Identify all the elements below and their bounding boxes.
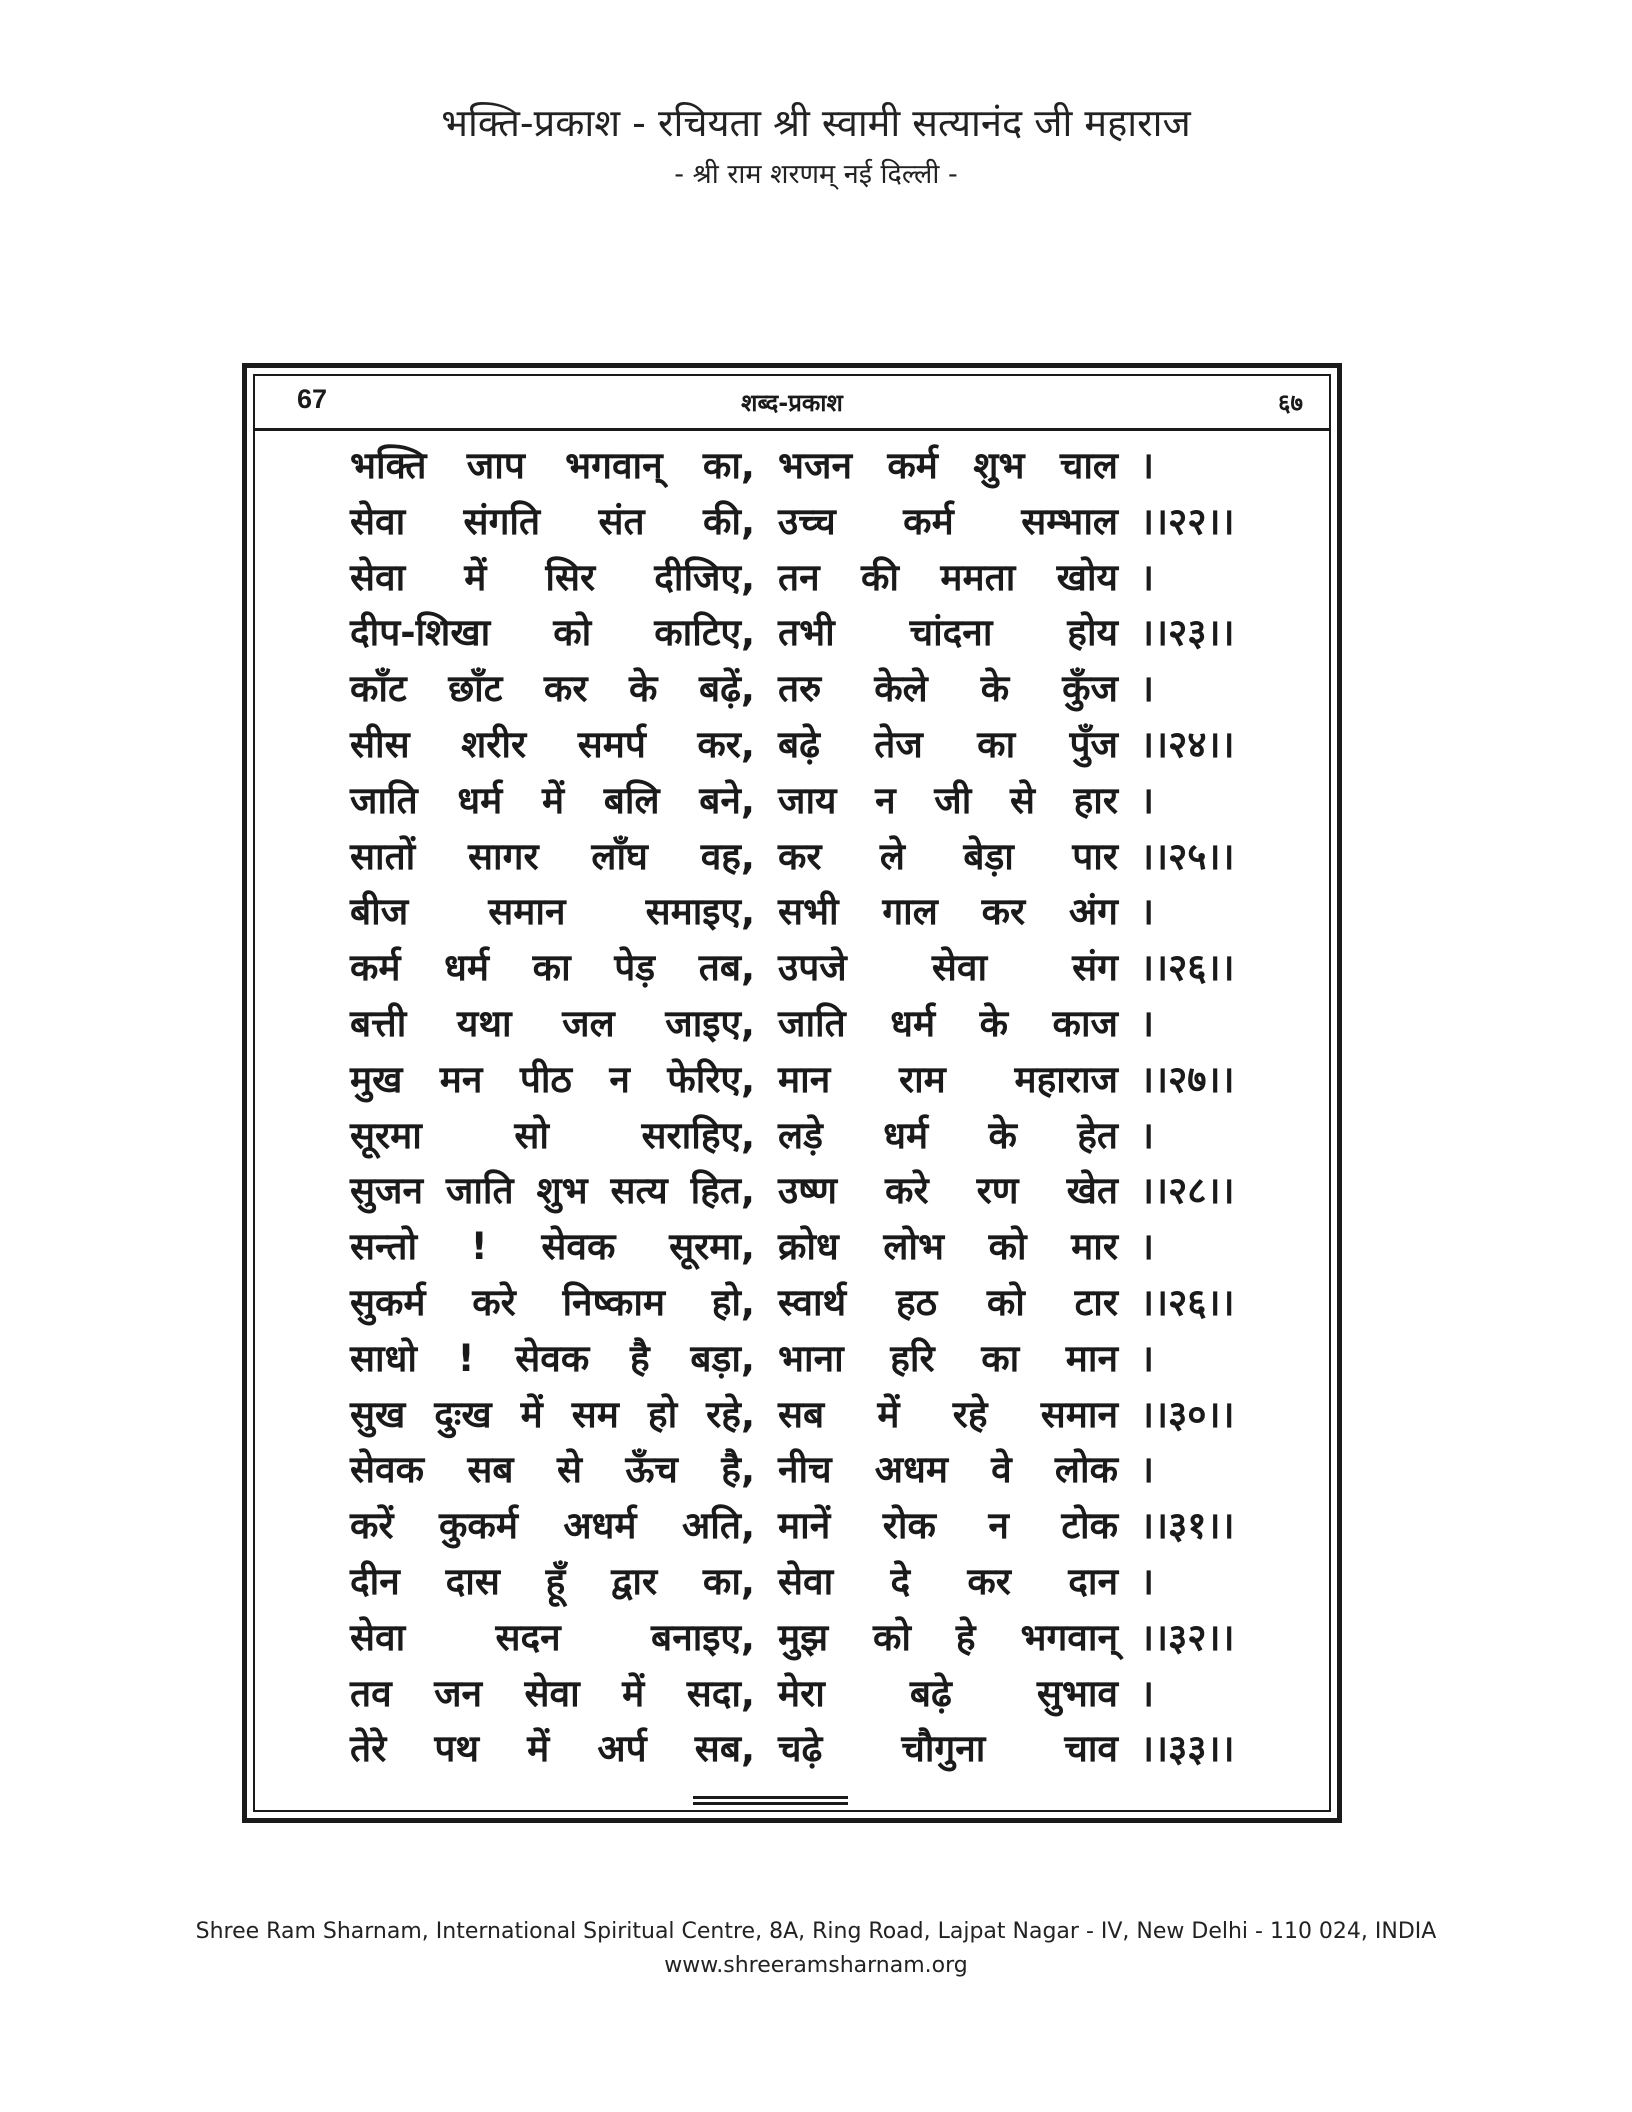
verse-second-half: तरु केले के कुँज xyxy=(778,667,1118,711)
verse-second-half: लड़े धर्म के हेत xyxy=(778,1113,1118,1157)
book-page-inner-border xyxy=(253,374,1331,1812)
page-number-left: 67 xyxy=(297,384,328,414)
verse-first-half: करें कुकर्म अधर्म अति, xyxy=(350,1504,755,1548)
verse-first-half: तेरे पथ में अर्प सब, xyxy=(350,1727,755,1771)
verse-second-half: तन की ममता खोय xyxy=(778,555,1118,599)
verse-first-half: सुकर्म करे निष्काम हो, xyxy=(350,1280,755,1324)
verse-second-half: उपजे सेवा संग xyxy=(778,946,1118,990)
running-head xyxy=(255,376,1329,431)
verse-mark: ।।२३।। xyxy=(1140,611,1235,655)
verse-line xyxy=(350,773,1270,829)
verse-second-half: मान राम महाराज xyxy=(778,1057,1118,1101)
verse-first-half: सातों सागर लाँघ वह, xyxy=(350,834,755,878)
verse-mark: ।।२४।। xyxy=(1140,722,1235,766)
verse-second-half: सभी गाल कर अंग xyxy=(778,890,1118,934)
verse-mark: ।।२६।। xyxy=(1140,946,1235,990)
verse-first-half: सेवा संगति संत की, xyxy=(350,499,755,543)
verse-line xyxy=(350,1052,1270,1108)
verse-mark: । xyxy=(1140,890,1155,934)
verse-first-half: साधो ! सेवक है बड़ा, xyxy=(350,1336,755,1380)
verse-second-half: बढ़े तेज का पुँज xyxy=(778,722,1118,766)
verse-line xyxy=(350,605,1270,661)
verse-first-half: बीज समान समाइए, xyxy=(350,890,755,934)
verse-mark: ।।२२।। xyxy=(1140,499,1235,543)
verse-second-half: उष्ण करे रण खेत xyxy=(778,1169,1118,1213)
verse-mark: ।।२५।। xyxy=(1140,834,1235,878)
header-title: भक्ति-प्रकाश - रचियता श्री स्वामी सत्यानंद जी महाराज xyxy=(441,101,1191,145)
verse-mark: । xyxy=(1140,1448,1155,1492)
verse-first-half: दीन दास हूँ द्वार का, xyxy=(350,1559,755,1603)
verse-mark: । xyxy=(1140,1001,1155,1045)
verse-second-half: चढ़े चौगुना चाव xyxy=(778,1727,1118,1771)
verse-first-half: सन्तो ! सेवक सूरमा, xyxy=(350,1225,755,1269)
verse-mark: ।।३०।। xyxy=(1140,1392,1235,1436)
verse-second-half: मेरा बढ़े सुभाव xyxy=(778,1671,1118,1715)
verse-line xyxy=(350,1275,1270,1331)
verse-first-half: तव जन सेवा में सदा, xyxy=(350,1671,755,1715)
verse-second-half: जाय न जी से हार xyxy=(778,778,1118,822)
verse-mark: ।।२७।। xyxy=(1140,1057,1235,1101)
verse-second-half: तभी चांदना होय xyxy=(778,611,1118,655)
verse-line xyxy=(350,494,1270,550)
verse-mark: । xyxy=(1140,555,1155,599)
verse-first-half: सीस शरीर समर्प कर, xyxy=(350,722,755,766)
verse-line xyxy=(350,829,1270,885)
verse-first-half: मुख मन पीठ न फेरिए, xyxy=(350,1057,755,1101)
verse-second-half: मानें रोक न टोक xyxy=(778,1504,1118,1548)
verse-second-half: मुझ को हे भगवान् xyxy=(778,1615,1118,1659)
verse-line xyxy=(350,1498,1270,1554)
footer-website[interactable]: www.shreeramsharnam.org xyxy=(664,1953,968,1978)
verse-first-half: काँट छाँट कर के बढ़ें, xyxy=(350,667,755,711)
page-header xyxy=(0,95,1632,195)
verse-first-half: बत्ती यथा जल जाइए, xyxy=(350,1001,755,1045)
verse-first-half: जाति धर्म में बलि बने, xyxy=(350,778,755,822)
verse-second-half: क्रोध लोभ को मार xyxy=(778,1225,1118,1269)
verse-line xyxy=(350,1721,1270,1777)
verse-line xyxy=(350,1666,1270,1722)
verse-line xyxy=(350,1331,1270,1387)
verse-line xyxy=(350,1219,1270,1275)
verse-line xyxy=(350,1108,1270,1164)
verse-mark: ।।२६।। xyxy=(1140,1280,1235,1324)
verse-first-half: सेवा सदन बनाइए, xyxy=(350,1615,755,1659)
verse-mark: । xyxy=(1140,778,1155,822)
verse-line xyxy=(350,884,1270,940)
verse-line xyxy=(350,1554,1270,1610)
verse-first-half: सुख दुःख में सम हो रहे, xyxy=(350,1392,755,1436)
verse-line xyxy=(350,996,1270,1052)
verse-first-half: भक्ति जाप भगवान् का, xyxy=(350,444,755,487)
verse-line xyxy=(350,1163,1270,1219)
verse-mark: । xyxy=(1140,1671,1155,1715)
verse-first-half: सुजन जाति शुभ सत्य हित, xyxy=(350,1169,755,1213)
verse-second-half: जाति धर्म के काज xyxy=(778,1001,1118,1045)
verse-first-half: सेवा में सिर दीजिए, xyxy=(350,555,755,599)
verse-mark: । xyxy=(1140,1336,1155,1380)
verse-mark: ।।३३।। xyxy=(1140,1727,1235,1771)
verse-second-half: भाना हरि का मान xyxy=(778,1336,1118,1380)
verse-line xyxy=(350,1442,1270,1498)
verse-mark: ।।३१।। xyxy=(1140,1504,1235,1548)
verse-line xyxy=(350,661,1270,717)
verse-second-half: भजन कर्म शुभ चाल xyxy=(778,444,1118,487)
verse-second-half: कर ले बेड़ा पार xyxy=(778,834,1118,878)
footer-address: Shree Ram Sharnam, International Spiritual Centre, 8A, Ring Road, Lajpat Nagar - IV, New Delhi - 110 024, INDIA xyxy=(195,1919,1437,1944)
verse-first-half: सूरमा सो सराहिए, xyxy=(350,1113,755,1157)
verse-first-half: कर्म धर्म का पेड़ तब, xyxy=(350,946,755,990)
verse-mark: ।।२८।। xyxy=(1140,1169,1235,1213)
page-number-right: ६७ xyxy=(1278,389,1303,417)
verse-line xyxy=(350,550,1270,606)
verse-second-half: स्वार्थ हठ को टार xyxy=(778,1280,1118,1324)
verse-first-half: सेवक सब से ऊँच है, xyxy=(350,1448,755,1492)
page-footer xyxy=(0,1915,1632,1983)
verse-line xyxy=(350,717,1270,773)
book-page-frame xyxy=(242,363,1342,1823)
verse-second-half: सेवा दे कर दान xyxy=(778,1559,1118,1603)
verse-mark: । xyxy=(1140,1225,1155,1269)
verse-second-half: उच्च कर्म सम्भाल xyxy=(778,499,1118,543)
verse-mark: । xyxy=(1140,1559,1155,1603)
verse-line xyxy=(350,1610,1270,1666)
verse-mark: । xyxy=(1140,444,1155,487)
verse-line xyxy=(350,940,1270,996)
end-of-section-rule xyxy=(693,1796,848,1805)
verse-first-half: दीप-शिखा को काटिए, xyxy=(350,611,755,655)
header-subtitle: - श्री राम शरणम् नई दिल्ली - xyxy=(674,159,958,190)
verse-mark: । xyxy=(1140,1113,1155,1157)
verse-list xyxy=(350,438,1270,1777)
verse-second-half: नीच अधम वे लोक xyxy=(778,1448,1118,1492)
verse-line xyxy=(350,1387,1270,1443)
verse-mark: ।।३२।। xyxy=(1140,1615,1235,1659)
verse-mark: । xyxy=(1140,667,1155,711)
verse-second-half: सब में रहे समान xyxy=(778,1392,1118,1436)
verse-line xyxy=(350,438,1270,494)
running-title: शब्द-प्रकाश xyxy=(741,389,843,417)
